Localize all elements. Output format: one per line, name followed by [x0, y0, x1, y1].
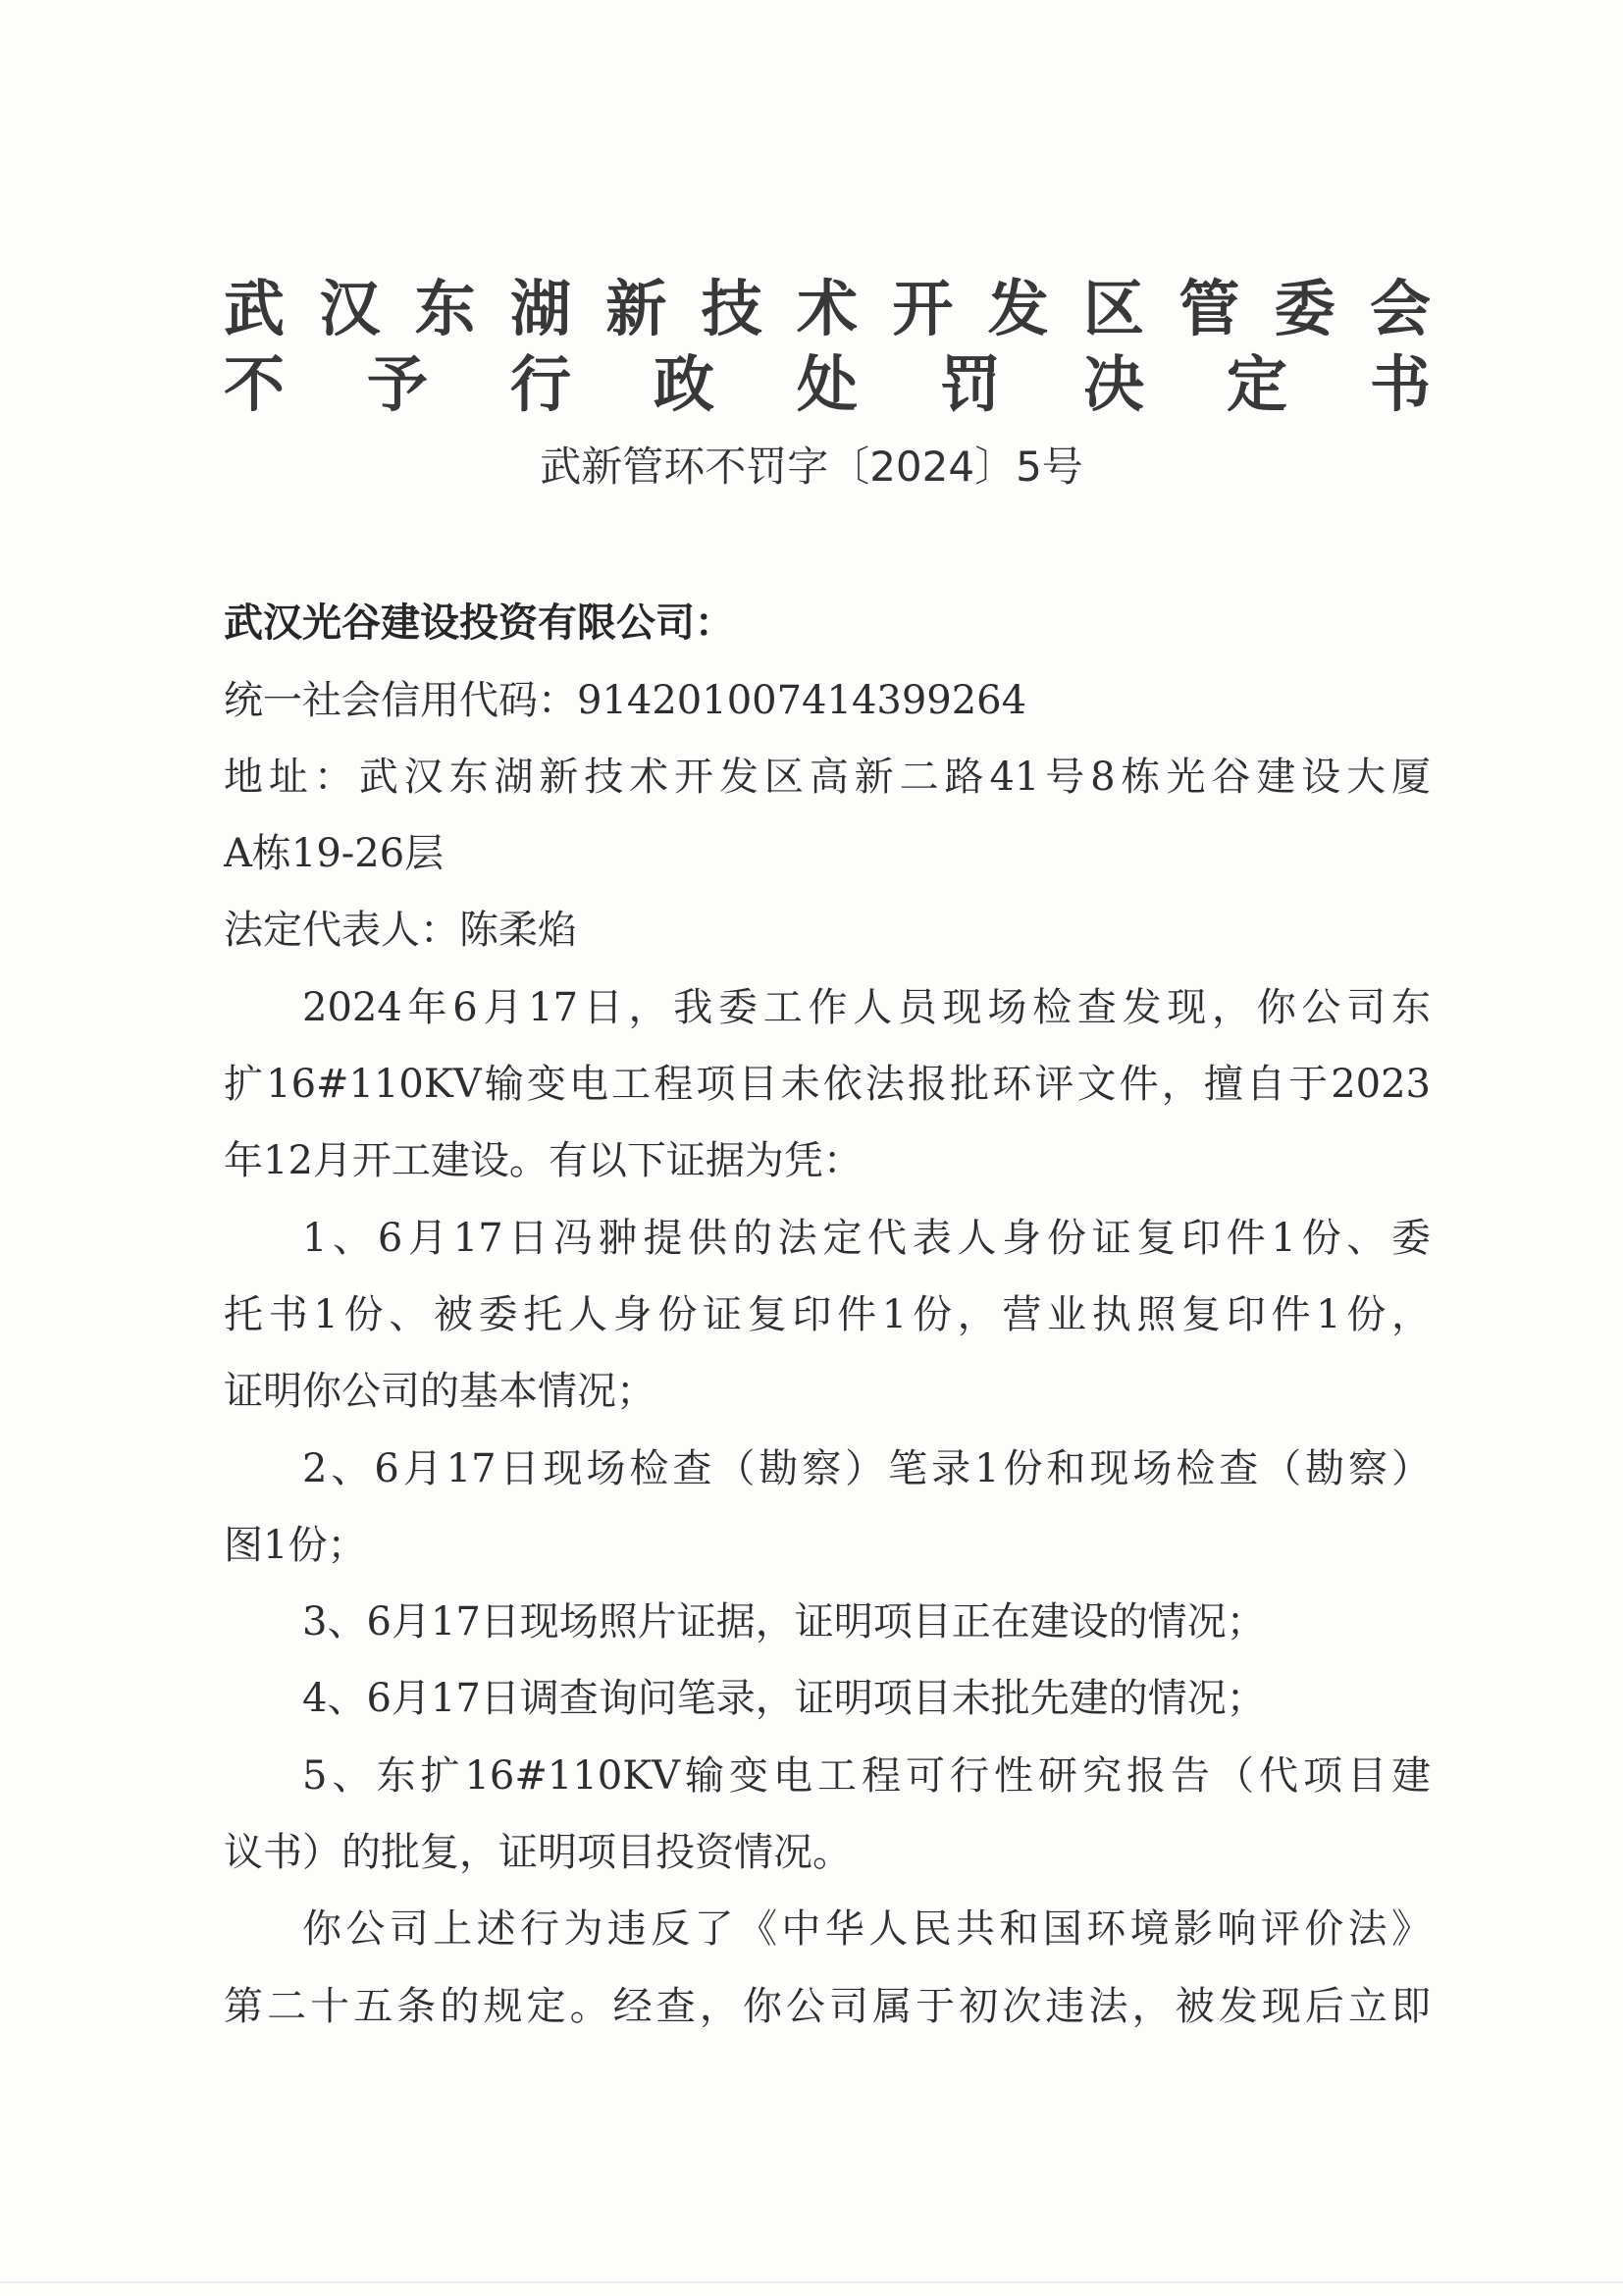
address-line-2: A栋19-26层 [224, 831, 445, 876]
recipient-name: 武汉光谷建设投资有限公司： [224, 600, 734, 646]
evidence-4: 4、6月17日调查询问笔录，证明项目未批先建的情况； [302, 1676, 1266, 1721]
document-number: 武新管环不罚字〔2024〕5号 [540, 443, 1083, 491]
paragraph-2-line-2: 第二十五条的规定。经查，你公司属于初次违法，被发现后立即 [224, 1984, 1431, 2029]
evidence-1-line-2: 托书1份、被委托人身份证复印件1份，营业执照复印件1份， [224, 1292, 1431, 1337]
evidence-1-line-1: 1、6月17日冯翀提供的法定代表人身份证复印件1份、委 [302, 1216, 1431, 1261]
page-bottom-edge [0, 2281, 1623, 2283]
evidence-1-line-3: 证明你公司的基本情况； [224, 1369, 655, 1414]
legal-representative: 法定代表人：陈柔焰 [224, 908, 577, 953]
document-title-line1: 武汉东湖新技术开发区管委会 [224, 273, 1431, 344]
evidence-5-line-1: 5、东扩16#110KV输变电工程可行性研究报告（代项目建 [302, 1753, 1431, 1799]
address-line-1: 地址：武汉东湖新技术开发区高新二路41号8栋光谷建设大厦 [224, 755, 1431, 800]
credit-code: 统一社会信用代码：914201007414399264 [224, 678, 1027, 723]
document-title-line2: 不予行政处罚决定书 [224, 348, 1431, 420]
evidence-3: 3、6月17日现场照片证据，证明项目正在建设的情况； [302, 1599, 1266, 1644]
paragraph-2-line-1: 你公司上述行为违反了《中华人民共和国环境影响评价法》 [302, 1906, 1431, 1952]
paragraph-1-line-3: 年12月开工建设。有以下证据为凭： [224, 1138, 863, 1183]
paragraph-1-line-1: 2024年6月17日，我委工作人员现场检查发现，你公司东 [302, 985, 1431, 1030]
evidence-2-line-1: 2、6月17日现场检查（勘察）笔录1份和现场检查（勘察） [302, 1446, 1431, 1491]
paragraph-1-line-2: 扩16#110KV输变电工程项目未依法报批环评文件，擅自于2023 [224, 1062, 1431, 1107]
evidence-2-line-2: 图1份； [224, 1523, 367, 1568]
evidence-5-line-2: 议书）的批复，证明项目投资情况。 [224, 1830, 852, 1875]
